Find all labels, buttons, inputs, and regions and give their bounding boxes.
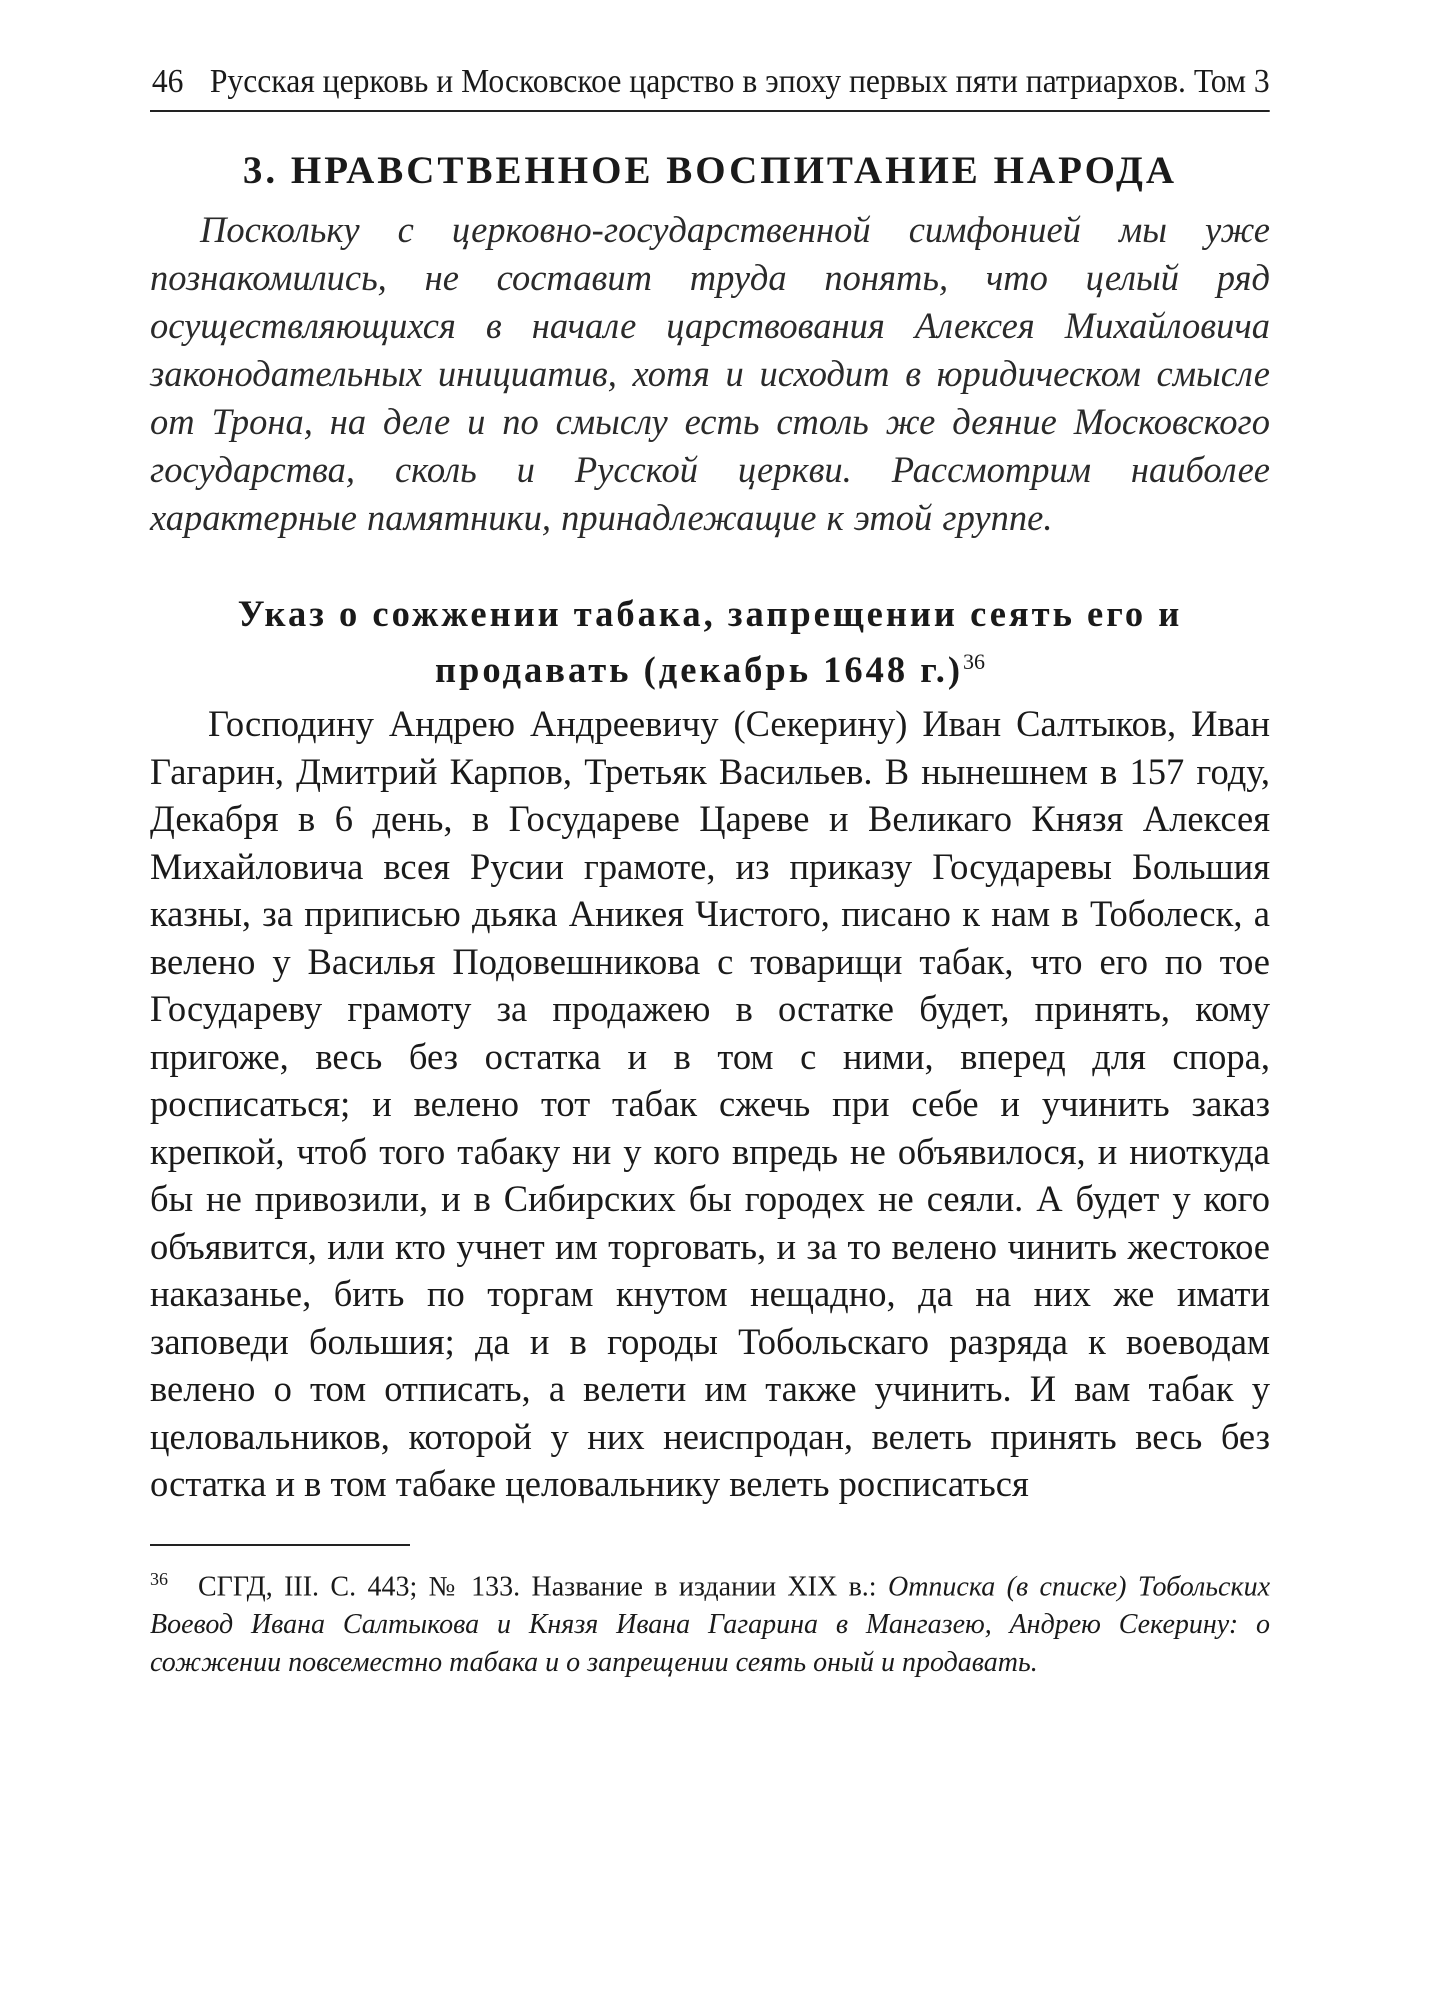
footnote-original-title: Отписка (в списке) Тобольских Воевод Ивана Салтыкова и Князя Ивана Гагарина в Мангазею, Андрею Секерину: о сожжении повсеместно табака и о запрещении сеять оный и продавать.: [150, 1571, 1271, 1679]
footnote-divider: [150, 1544, 410, 1546]
decree-title: Указ о сожжении табака, запрещении сеять его и продавать (декабрь 1648 г.): [237, 593, 1183, 691]
book-title: Русская церковь и Московское царство в эпоху первых пяти патриархов. Том 3: [209, 63, 1270, 100]
section-intro-paragraph: Поскольку с церковно-государственной симфонией мы уже познакомились, не составит труда понять, что целый ряд осуществляющихся в начале царствования Алексея Михайловича законодательных инициатив, хотя и исходит в юридическом смысле от Трона, на деле и по смыслу есть столь же деяние Московского государства, сколь и Русской церкви. Рассмотрим наиболее характерные памятники, принадлежащие к этой группе.: [150, 209, 1270, 538]
book-page: [150, 60, 1270, 1710]
decree-heading: [150, 590, 1270, 694]
running-head: [150, 60, 1270, 112]
footnote-source: СГГД, III. С. 443; № 133. Название в издании XIX в.:: [198, 1571, 888, 1603]
footnote: [150, 1560, 1270, 1682]
footnote-reference: 36: [963, 649, 985, 674]
page-number: 46: [151, 63, 184, 100]
footnote-number: 36: [150, 1569, 168, 1590]
section-title: 3. НРАВСТВЕННОЕ ВОСПИТАНИЕ НАРОДА: [242, 149, 1178, 192]
decree-text: Господину Андрею Андреевичу (Секерину) Иван Салтыков, Иван Гагарин, Дмитрий Карпов, Третьяк Васильев. В нынешнем в 157 году, Декабря в 6 день, в Государеве Цареве и Великаго Князя Алексея Михайловича всея Русии грамоте, из приказу Государевы Большия казны, за приписью дьяка Аникея Чистого, писано к нам в Тоболеск, а велено у Василья Подовешникова с товарищи табак, что его по тое Государеву грамоту за продажею в остатке будет, принять, кому пригоже, весь без остатка и в том с ними, вперед для спора, росписаться; и велено тот табак сжечь при себе и учинить заказ крепкой, чтоб того табаку ни у кого впредь не объявилося, и ниоткуда бы не привозили, и в Сибирских бы городех не сеяли. А будет у кого объявится, или кто учнет им торговать, и за то велено чинить жестокое наказанье, бить по торгам кнутом нещадно, да на них же имати заповеди большия; да и в городы Тобольскаго разряда к воеводам велено о том отписать, а велети им также учинить. И вам табак у целовальников, которой у них неиспродан, велеть принять весь без остатка и в том табаке целовальнику велеть росписаться: [150, 703, 1270, 1505]
